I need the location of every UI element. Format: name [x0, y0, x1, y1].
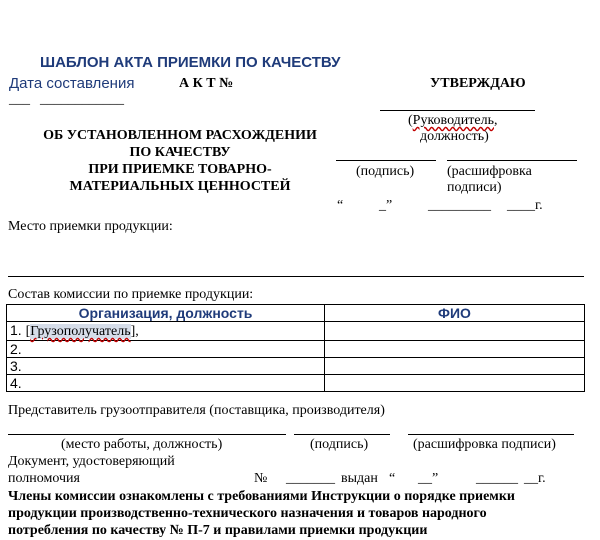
template-title: ШАБЛОН АКТА ПРИЕМКИ ПО КАЧЕСТВУ: [40, 54, 341, 71]
commission-row-4-org[interactable]: [7, 375, 325, 392]
commission-row-1-org[interactable]: [7, 322, 325, 341]
manager-word: Руководитель: [412, 113, 494, 128]
shipper-signature-caption: (подпись): [310, 437, 369, 452]
place-label: Место приемки продукции:: [8, 219, 173, 234]
footer-line-2: продукции производственно-технического назначения и товаров народного: [8, 506, 487, 521]
table-row: [7, 375, 585, 392]
footer-line-3: потребления по качеству № П-7 и правилами приемки продукции: [8, 523, 428, 538]
manager-position-label-2: должность): [420, 129, 489, 144]
approval-date-month[interactable]: _________: [428, 198, 491, 213]
act-title-line-2: ПО КАЧЕСТВУ: [129, 145, 231, 160]
signature-line: [336, 160, 436, 161]
document-date-open-quote: “: [389, 471, 396, 486]
act-title-line-4: МАТЕРИАЛЬНЫХ ЦЕННОСТЕЙ: [69, 179, 291, 194]
workplace-caption: (место работы, должность): [61, 437, 223, 452]
approval-date-day[interactable]: _”: [379, 198, 393, 213]
shipper-signature-line[interactable]: [294, 434, 390, 435]
commission-row-3-org[interactable]: [7, 358, 325, 375]
date-label: Дата составления: [9, 75, 135, 92]
act-title-line-3: ПРИ ПРИЕМКЕ ТОВАРНО-: [88, 162, 272, 177]
commission-row-2-fio[interactable]: [325, 341, 585, 358]
approval-date-open-quote: “: [337, 198, 344, 213]
row-number: 3.: [10, 358, 22, 374]
document-label-2: полномочия: [8, 471, 80, 486]
column-header-fio: ФИО: [325, 305, 585, 322]
shipper-label: Представитель грузоотправителя (поставщика, производителя): [8, 403, 385, 418]
row-number: 4.: [10, 375, 22, 391]
row-number: 2.: [10, 341, 22, 357]
commission-label: Состав комиссии по приемке продукции:: [8, 287, 254, 302]
approval-date-year[interactable]: ____г.: [507, 198, 543, 213]
row-text: [Грузополучатель],: [25, 324, 139, 339]
document-date-year[interactable]: __г.: [524, 471, 546, 486]
workplace-line[interactable]: [8, 434, 286, 435]
date-field-day[interactable]: ___: [9, 92, 30, 107]
decode-caption-2: подписи): [447, 180, 502, 195]
decode-line: [447, 160, 577, 161]
manager-position-label: (Руководитель,: [408, 113, 498, 128]
table-row: [7, 322, 585, 341]
date-field[interactable]: ____________: [40, 92, 124, 107]
act-number-label: А К Т №: [179, 76, 234, 91]
document-date-month[interactable]: ______: [476, 471, 518, 486]
commission-row-4-fio[interactable]: [325, 375, 585, 392]
commission-table: [6, 304, 585, 392]
document-number-field[interactable]: _______: [286, 471, 335, 486]
commission-row-2-org[interactable]: [7, 341, 325, 358]
document-label-1: Документ, удостоверяющий: [8, 454, 175, 469]
column-header-organization: Организация, должность: [7, 305, 325, 322]
decode-caption: (расшифровка: [447, 164, 532, 179]
place-field-line[interactable]: [8, 276, 584, 277]
manager-signature-line: [380, 110, 535, 111]
signature-caption: (подпись): [356, 164, 415, 179]
commission-row-3-fio[interactable]: [325, 358, 585, 375]
document-date-day[interactable]: __”: [418, 471, 439, 486]
consignee-placeholder[interactable]: Грузополучатель: [30, 324, 131, 339]
row-number: 1.: [10, 322, 22, 338]
table-row: [7, 358, 585, 375]
commission-row-1-fio[interactable]: [325, 322, 585, 341]
table-row: [7, 341, 585, 358]
approve-heading: УТВЕРЖДАЮ: [430, 76, 526, 91]
act-title-line-1: ОБ УСТАНОВЛЕННОМ РАСХОЖДЕНИИ: [43, 128, 317, 143]
document-issued-label: выдан: [341, 471, 378, 486]
shipper-decode-caption: (расшифровка подписи): [413, 437, 556, 452]
document-number-label: №: [254, 471, 268, 486]
footer-line-1: Члены комиссии ознакомлены с требованиями Инструкции о порядке приемки: [8, 489, 515, 504]
shipper-decode-line[interactable]: [408, 434, 574, 435]
